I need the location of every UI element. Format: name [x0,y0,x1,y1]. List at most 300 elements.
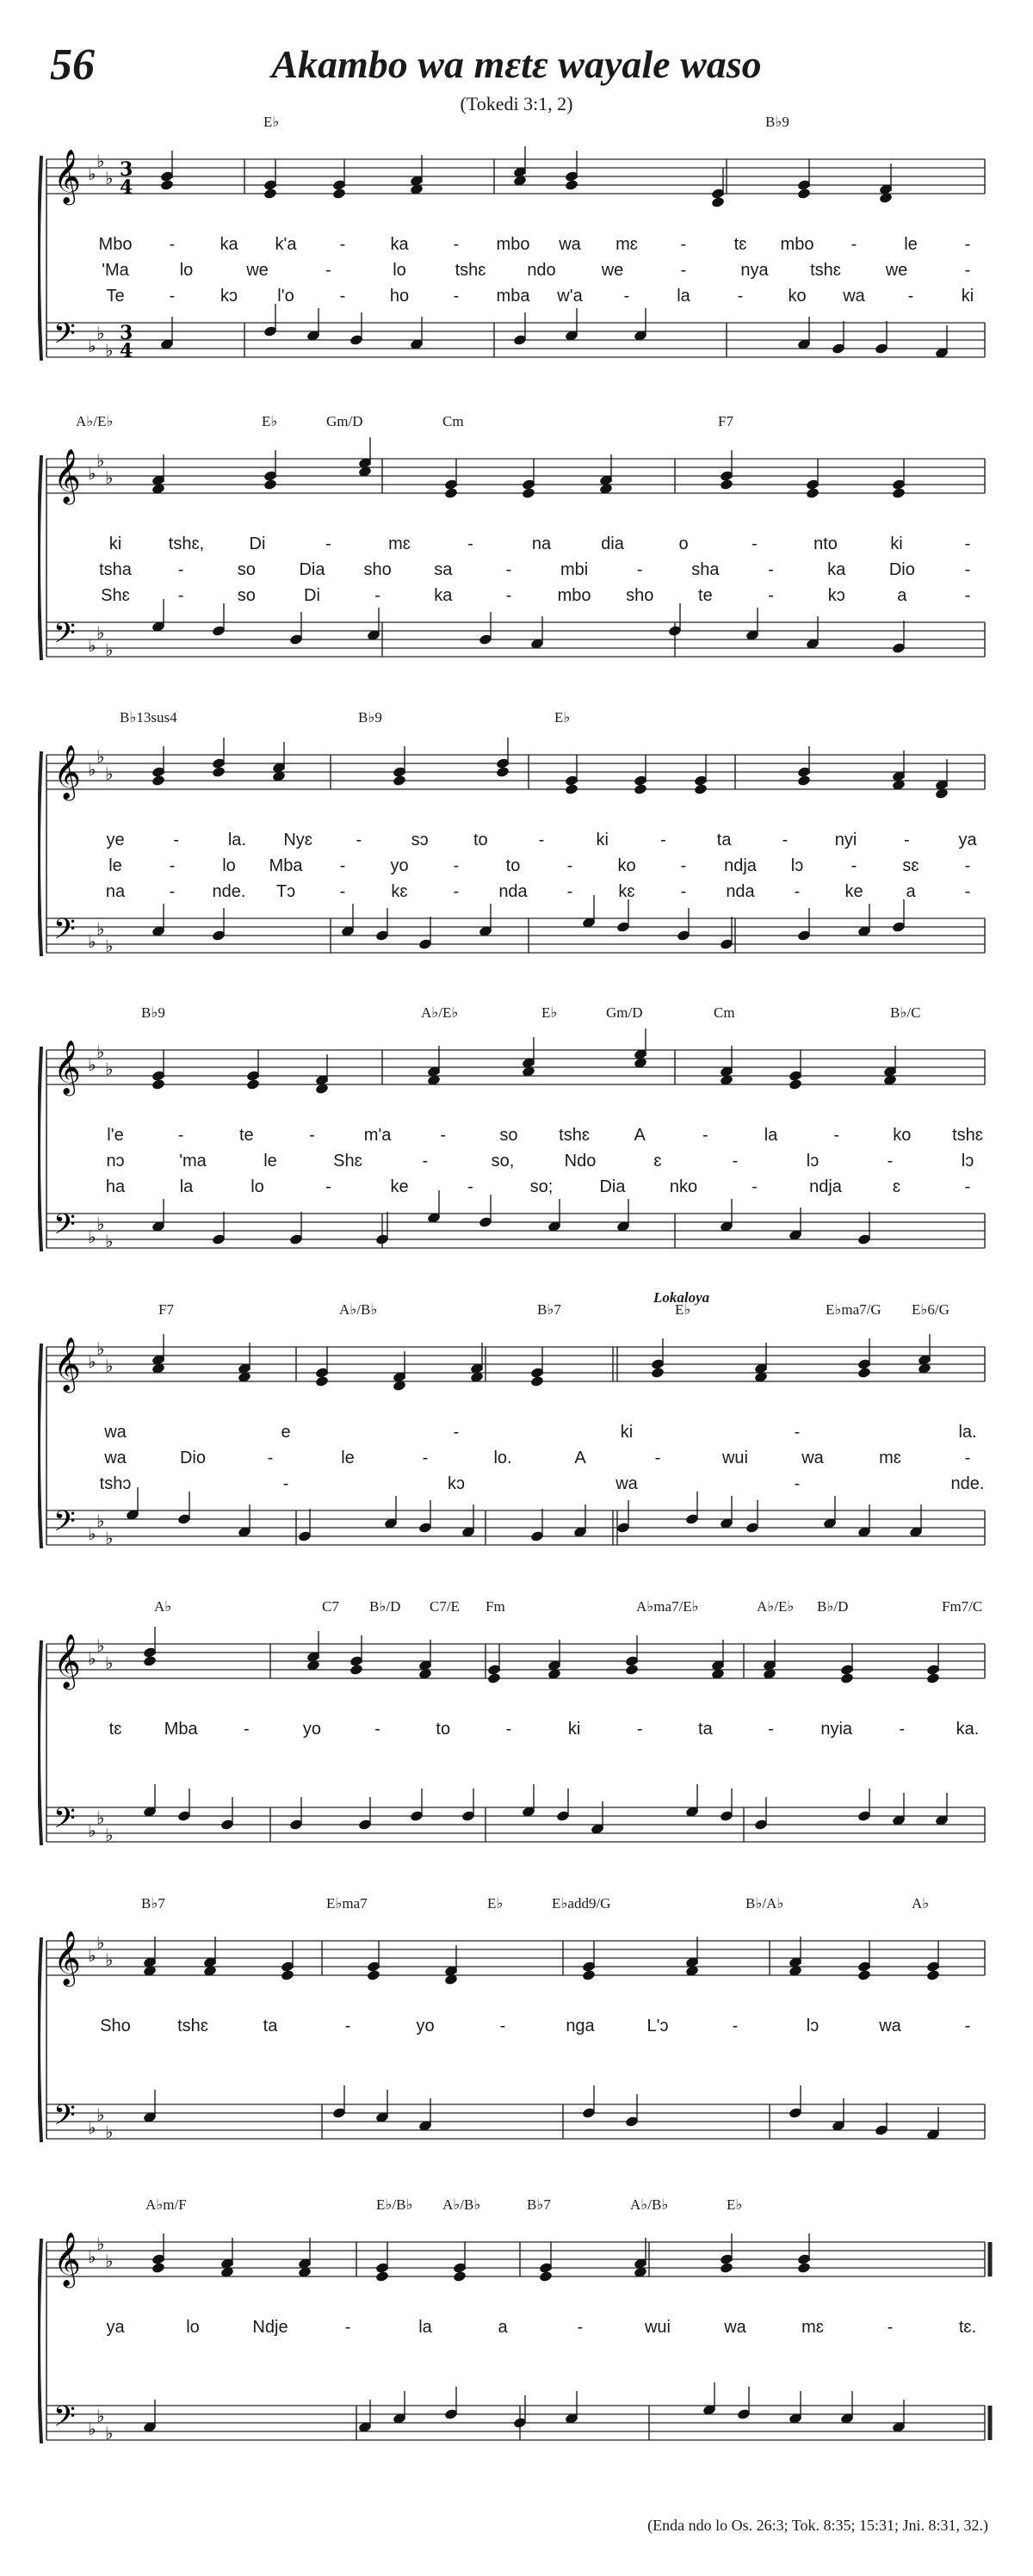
treble-note [720,1046,734,1086]
lyric-syllable: kɛ [391,882,408,901]
notehead [789,1078,803,1090]
treble-note [444,1945,459,1986]
treble-note [935,759,949,800]
lyric-syllable: Dio [179,1449,207,1467]
bass-note [857,1212,872,1245]
treble-note [203,1937,218,1977]
lyric-syllable: lo. [493,1449,512,1467]
chord-symbol: B♭7 [141,1895,165,1912]
flat-icon: ♭ [88,759,96,780]
treble-clef-icon: 𝄞 [53,448,81,503]
tempo-marking: Lokaloya [653,1289,710,1306]
treble-note [470,1343,485,1383]
bass-note [909,1504,924,1538]
chord-symbol: E♭/B♭ [376,2196,413,2213]
lyric-syllable: - [453,1423,460,1442]
lyric-syllable: - [654,1449,661,1467]
treble-note [358,437,373,478]
notehead [694,783,708,795]
bass-note [935,325,949,359]
chord-symbol: E♭ [675,1301,691,1318]
lyric-syllable: - [453,882,460,901]
lyric-syllable: Ndo [564,1152,597,1171]
treble-note [238,1343,252,1383]
bass-clef-icon: 𝄢 [53,2099,76,2139]
lyric-syllable: L'ɔ [646,2017,669,2035]
flat-icon: ♭ [88,2246,96,2267]
lyric-syllable: - [339,882,346,901]
treble-note [306,1631,321,1671]
treble-note [582,1941,597,1981]
chord-symbol: A♭ma7/E♭ [636,1598,699,1615]
treble-note [565,755,579,795]
lyric-syllable: so [237,560,256,579]
treble-note [926,1644,941,1684]
lyric-line [38,287,993,309]
flat-icon: ♭ [105,1825,114,1845]
time-signature-top: 3 [120,322,133,344]
chord-symbol: E♭6/G [912,1301,949,1318]
lyric-syllable: nyia [820,1720,853,1739]
lyric-syllable: ɛ [892,1177,901,1196]
music-system [38,1895,993,2199]
treble-note [857,1338,872,1379]
lyric-syllable: Mba [164,1720,198,1739]
chord-symbol: F7 [718,413,733,429]
bass-note [720,1496,734,1529]
lyric-syllable: ndja [809,1177,842,1196]
lyric-line [38,1177,993,1200]
chord-symbol: B♭/A♭ [745,1895,784,1912]
lyric-syllable: A [574,1449,586,1467]
flat-icon: ♭ [88,164,96,184]
lyric-syllable: - [282,1474,289,1493]
bass-note [298,1509,312,1542]
lyric-syllable: ko [788,287,807,306]
lyric-syllable: - [356,831,362,849]
treble-note [892,751,906,791]
chord-symbol: A♭ [912,1895,930,1912]
lyric-syllable: - [907,287,914,306]
treble-note [711,1640,726,1680]
notehead [539,2270,554,2283]
lyric-syllable: Ndje [252,2318,288,2337]
notehead [806,487,820,499]
lyric-syllable: - [566,882,573,901]
treble-note [763,1640,777,1680]
lyric-syllable: sho [363,560,392,579]
lyric-syllable: so [499,1126,518,1145]
treble-note [840,1644,855,1684]
treble-staff [46,159,985,194]
lyric-syllable: - [243,1720,250,1739]
treble-note [720,2233,734,2274]
music-system [38,1598,993,1898]
flat-icon: ♭ [88,1523,96,1544]
lyric-syllable: ki [620,1423,634,1442]
lyric-syllable: - [732,1152,739,1171]
lyric-syllable: wa [724,2318,746,2337]
flat-icon: ♭ [96,1338,105,1359]
lyric-syllable: Mba [269,856,303,875]
bass-note [143,2400,158,2433]
lyric-syllable: - [422,1449,429,1467]
treble-note [789,1050,803,1090]
flat-icon: ♭ [96,1807,105,1828]
treble-note [918,1334,932,1374]
flat-icon: ♭ [105,763,114,784]
lyric-syllable: - [623,287,630,306]
chord-symbol: A♭/E♭ [757,1598,795,1615]
lyric-syllable: ye [106,831,125,849]
chord-symbol: E♭ [727,2196,743,2213]
lyric-syllable: - [636,1720,643,1739]
treble-note [410,155,424,195]
lyric-syllable: nɔ [106,1152,125,1171]
bass-note [685,1784,700,1818]
lyric-syllable: ka [220,235,238,254]
lyric-syllable: yo [416,2017,435,2035]
lyric-syllable: ndo [527,261,556,280]
bass-note [754,1797,769,1831]
lyric-line [38,1126,993,1148]
lyric-line [38,534,993,557]
lyric-syllable: - [887,1152,894,1171]
flat-icon: ♭ [105,1528,114,1548]
lyric-syllable: wa [559,235,581,254]
lyric-syllable: le [263,1152,277,1171]
treble-note [522,459,536,499]
bass-note [212,908,226,942]
flat-icon: ♭ [105,2251,114,2271]
bass-note [289,1797,304,1831]
notehead [160,179,175,191]
notehead [487,1672,502,1684]
flat-icon: ♭ [105,1059,114,1079]
lyric-syllable: - [374,1720,380,1739]
lyric-syllable: a [897,586,907,605]
lyric-syllable: la [677,287,690,306]
lyric-line [38,1720,993,1742]
bass-note [160,317,175,350]
lyric-syllable: - [453,856,460,875]
flat-icon: ♭ [105,1356,114,1376]
lyric-syllable: to [436,1720,451,1739]
music-system [38,709,993,1009]
lyric-syllable: 'ma [179,1152,207,1171]
lyric-syllable: na [105,882,126,901]
bass-note [582,2085,597,2119]
bass-note [789,2391,803,2425]
flat-icon: ♭ [88,463,96,484]
lyric-syllable: Tɔ [275,882,296,901]
lyric-syllable: - [680,235,687,254]
notehead [375,2270,390,2283]
lyric-syllable: - [169,882,176,901]
bass-clef-icon: 𝄢 [53,1505,76,1545]
chord-symbol: B♭/D [817,1598,849,1615]
treble-note [879,164,894,204]
chord-symbol: A♭/E♭ [76,413,114,429]
notehead [453,2270,467,2283]
treble-note [883,1046,898,1086]
bass-note [875,321,889,355]
flat-icon: ♭ [105,936,114,956]
chord-symbol: A♭ [154,1598,172,1615]
lyric-syllable: - [702,1126,708,1145]
lyric-syllable: l'o [277,287,294,306]
bass-note [565,2391,579,2425]
flat-icon: ♭ [96,1214,105,1234]
lyric-syllable: Mbo [98,235,133,254]
bass-note [857,1504,872,1538]
lyric-syllable: - [768,1720,774,1739]
notehead [797,188,812,200]
lyric-syllable: - [636,560,643,579]
lyric-syllable: - [325,261,331,280]
treble-note [892,459,906,499]
flat-icon: ♭ [88,1054,96,1075]
bass-note [832,321,846,355]
flat-icon: ♭ [88,1648,96,1669]
treble-note [246,1050,261,1090]
flat-icon: ♭ [96,1510,105,1531]
flat-icon: ♭ [96,1041,105,1062]
bass-staff [46,918,985,953]
lyric-syllable: yo [390,856,409,875]
lyric-line [38,2318,993,2340]
lyric-syllable: - [903,831,910,849]
bass-note [332,2085,347,2119]
treble-note [625,1635,640,1676]
notehead [281,1969,295,1981]
lyric-syllable: ya [958,831,977,849]
treble-note [375,2242,390,2283]
music-system [38,1004,993,1304]
lyric-syllable: - [177,560,184,579]
lyric-syllable: wui [721,1449,749,1467]
flat-icon: ♭ [105,1231,114,1251]
bass-clef-icon: 𝄢 [53,1208,76,1248]
brace [39,1344,41,1548]
lyric-syllable: lo [222,856,236,875]
flat-icon: ♭ [96,450,105,471]
bass-note [349,312,364,346]
bass-note [892,2400,906,2433]
bass-note [513,312,528,346]
lyric-line [38,2017,993,2039]
lyric-syllable: - [339,235,346,254]
treble-staff [46,1347,985,1381]
lyric-syllable: wa [615,1474,638,1493]
lyric-line [38,1152,993,1174]
treble-note [806,459,820,499]
lyric-syllable: - [964,261,971,280]
bass-note [892,1793,906,1826]
lyric-syllable: dia [601,534,624,553]
treble-note [332,159,347,200]
lyric-syllable: - [467,534,473,553]
treble-note [496,738,510,778]
lyric-syllable: tshɛ [810,261,841,280]
notehead [720,479,734,491]
chord-symbol: Fm [486,1598,505,1615]
lyric-syllable: o [678,534,689,553]
lyric-syllable: nda [726,882,755,901]
lyric-syllable: - [169,287,176,306]
lyric-syllable: - [768,560,774,579]
lyric-syllable: te [238,1126,254,1145]
lyric-syllable: - [325,1177,331,1196]
bass-note [479,904,493,937]
lyric-syllable: ki [890,534,903,553]
lyric-syllable: a [498,2318,508,2337]
bass-note [797,908,812,942]
treble-note [143,1627,158,1667]
lyric-syllable: - [782,831,789,849]
lyric-syllable: ka. [956,1720,980,1739]
lyric-syllable: sɛ [902,856,919,875]
lyric-syllable: - [737,287,744,306]
chord-symbol: A♭m/F [145,2196,187,2213]
brace [39,455,41,660]
lyric-syllable: to [473,831,488,849]
lyric-syllable: - [732,2017,739,2035]
lyric-syllable: - [833,1126,840,1145]
notehead [263,188,278,200]
lyric-line [38,1449,993,1471]
lyric-syllable: Shɛ [333,1152,362,1171]
lyric-syllable: - [964,560,971,579]
notehead [332,188,347,200]
lyric-syllable: tshɔ [99,1474,132,1493]
lyric-syllable: ko [617,856,636,875]
lyric-syllable: Nyɛ [283,831,312,849]
lyric-syllable: - [177,586,184,605]
bass-clef-icon: 𝄢 [53,2400,76,2440]
lyric-syllable: ki [108,534,122,553]
treble-clef-icon: 𝄞 [53,1337,81,1391]
chord-symbol: E♭ma7 [326,1895,368,1912]
brace [39,751,41,956]
notehead [246,1078,261,1090]
flat-icon: ♭ [88,635,96,656]
lyric-syllable: Di [249,534,266,553]
lyric-syllable: le [108,856,122,875]
lyric-syllable: tshɛ [177,2017,208,2035]
lyric-syllable: - [325,534,331,553]
lyric-syllable: ndja [724,856,757,875]
lyric-syllable: tshɛ, [168,534,205,553]
bass-note [857,1788,872,1822]
lyric-syllable: - [505,560,512,579]
bass-note [418,2098,433,2132]
lyric-syllable: - [794,882,801,901]
lyric-syllable: - [794,1423,801,1442]
lyric-syllable: tshɛ [455,261,486,280]
lyric-syllable: le [341,1449,355,1467]
lyric-syllable: na [531,534,552,553]
treble-note [634,755,648,795]
chord-symbol: A♭/E♭ [421,1004,459,1021]
lyric-syllable: kɛ [618,882,635,901]
flat-icon: ♭ [88,931,96,952]
flat-icon: ♭ [96,918,105,939]
brace [39,1937,41,2142]
lyric-syllable: nya [740,261,769,280]
lyric-syllable: nde. [212,882,246,901]
notehead [625,1664,640,1676]
bass-note [745,608,760,641]
treble-note [634,1029,648,1069]
treble-note [315,1054,330,1095]
treble-clef-icon: 𝄞 [53,149,81,203]
chord-symbol: A♭/B♭ [630,2196,669,2213]
lyric-syllable: - [680,856,687,875]
bass-note [616,1199,631,1232]
lyric-syllable: - [577,2318,584,2337]
lyric-syllable: te [698,586,713,605]
lyric-syllable: Sho [100,2017,131,2035]
lyric-syllable: mbo [557,586,591,605]
chord-symbol: E♭ [263,114,280,130]
bass-note [289,1212,304,1245]
bass-note [367,608,381,641]
bass-note [341,904,356,937]
time-signature-top: 3 [120,158,133,181]
chord-symbol: Cm [714,1004,735,1021]
treble-note [522,1037,536,1078]
bass-note [143,2090,158,2123]
treble-note [349,1635,364,1676]
lyric-syllable: ki [961,287,974,306]
scripture-reference: (Tokedi 3:1, 2) [460,93,573,114]
notehead [367,1969,381,1981]
lyric-syllable: tɛ. [958,2318,977,2337]
treble-staff [46,1941,985,1975]
treble-note [160,151,175,191]
treble-note [797,2233,812,2274]
notehead [263,479,278,491]
lyric-syllable: Dio [888,560,915,579]
treble-staff [46,459,985,493]
lyric-syllable: lɔ [806,1152,820,1171]
lyric-syllable: ka [827,560,846,579]
lyric-syllable: ta [263,2017,278,2035]
bass-note [832,2098,846,2132]
lyric-syllable: ho [389,287,410,306]
chord-symbol: B♭7 [527,2196,551,2213]
chord-symbol: E♭ [262,413,278,429]
lyric-syllable: mbi [560,560,589,579]
lyric-syllable: k'a [275,235,297,254]
bass-note [375,2090,390,2123]
bass-note [591,1801,605,1835]
lyric-syllable: wa [104,1423,127,1442]
lyric-syllable: so, [491,1152,515,1171]
bass-note [410,1788,424,1822]
bass-note [522,1784,536,1818]
bass-note [238,1504,252,1538]
flat-icon: ♭ [105,2122,114,2142]
lyric-syllable: - [851,235,857,254]
lyric-syllable: wa [801,1449,824,1467]
treble-staff [46,1050,985,1084]
bass-note [152,904,166,937]
bass-note [289,612,304,646]
bass-note [823,1496,838,1529]
chord-symbol: E♭ [487,1895,504,1912]
